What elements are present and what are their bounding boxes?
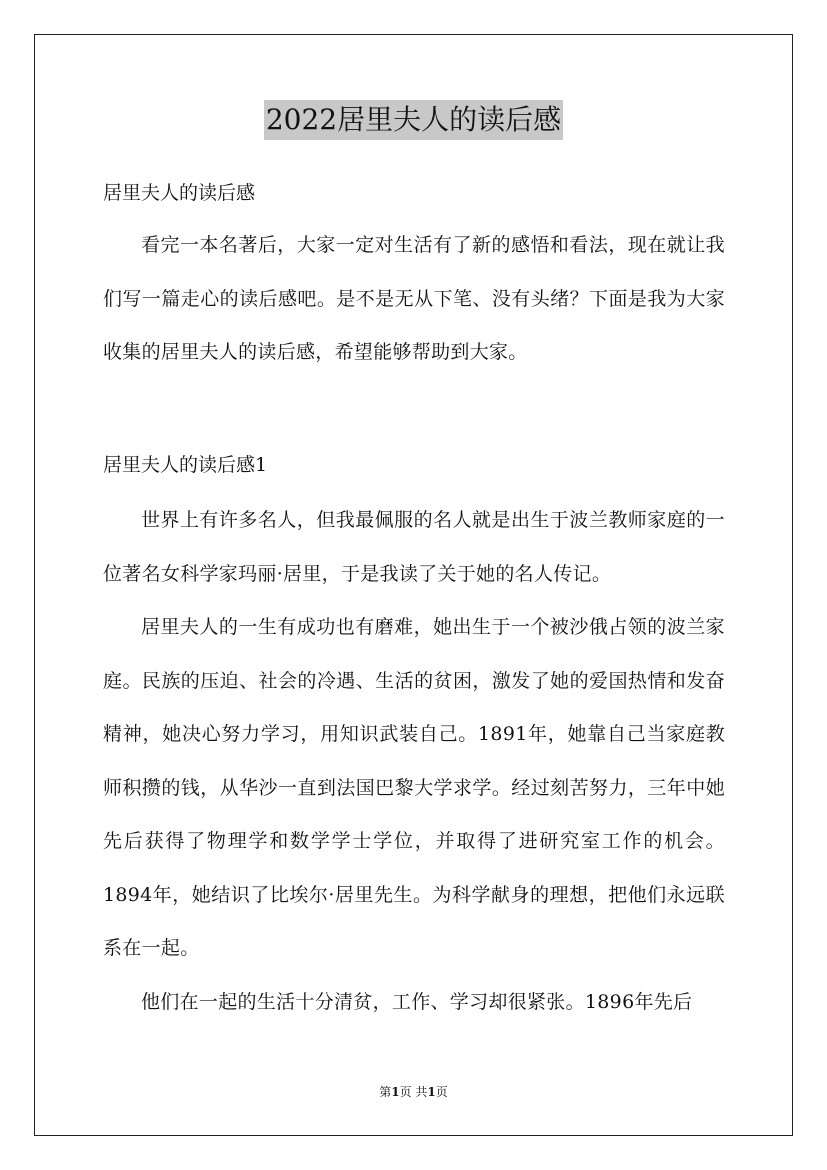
title-container: [0, 100, 827, 140]
footer-suffix: 页: [435, 1085, 448, 1099]
body-paragraph-1: 世界上有许多名人，但我最佩服的名人就是出生于波兰教师家庭的一位著名女科学家玛丽·居里，于是我读了关于她的名人传记。: [103, 509, 725, 585]
body-paragraph-2: 居里夫人的一生有成功也有磨难，她出生于一个被沙俄占领的波兰家庭。民族的压迫、社会的冷遇、生活的贫困，激发了她的爱国热情和发奋精神，她决心努力学习，用知识武装自己。1891年，她靠自己当家庭教师积攒的钱，从华沙一直到法国巴黎大学求学。经过刻苦努力，三年中她先后获得了物理学和数学学士学位，并取得了进研究室工作的机会。1894年，她结识了比埃尔·居里先生。为科学献身的理想，把他们永远联系在一起。: [103, 616, 725, 959]
intro-paragraph: 看完一本名著后，大家一定对生活有了新的感悟和看法，现在就让我们写一篇走心的读后感吧。是不是无从下笔、没有头绪？下面是我为大家收集的居里夫人的读后感，希望能够帮助到大家。: [103, 234, 725, 363]
section-heading: 居里夫人的读后感1: [103, 454, 268, 476]
document-title: 2022居里夫人的读后感: [264, 100, 563, 140]
footer-page-total: 1: [427, 1085, 436, 1099]
footer-mid: 页 共: [399, 1085, 428, 1099]
footer-page-number: 1: [391, 1085, 400, 1099]
subtitle: 居里夫人的读后感: [103, 182, 256, 204]
footer-prefix: 第: [379, 1085, 392, 1099]
page-footer: [0, 1083, 827, 1101]
body-paragraph-3: 他们在一起的生活十分清贫，工作、学习却很紧张。1896年先后: [141, 991, 693, 1013]
